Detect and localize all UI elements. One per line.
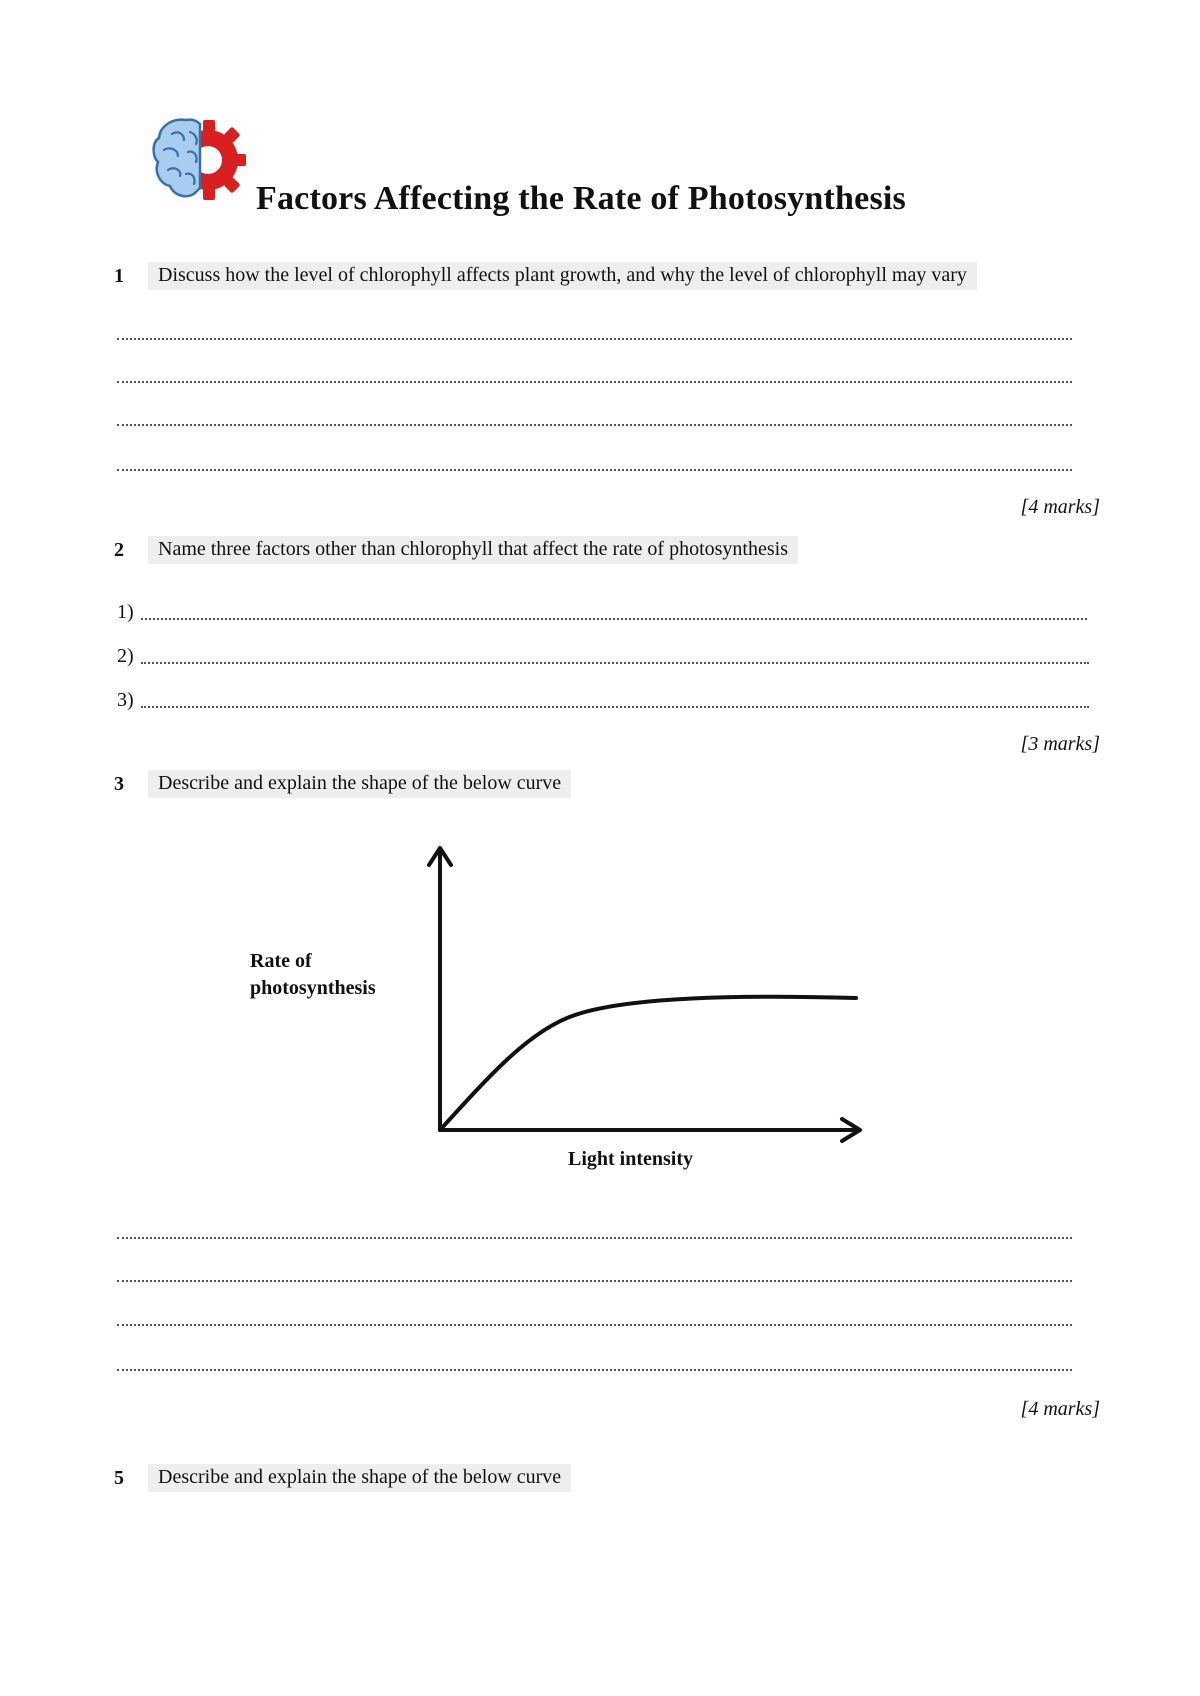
brain-gear-logo-icon <box>150 112 250 212</box>
question-1-number: 1 <box>114 265 124 287</box>
answer-line[interactable] <box>117 1280 1072 1282</box>
graph-y-axis-label-line-1: Rate of <box>250 950 312 972</box>
answer-line[interactable] <box>117 1369 1072 1371</box>
answer-line[interactable] <box>117 1237 1072 1239</box>
question-3-number: 3 <box>114 773 124 795</box>
answer-line[interactable] <box>117 381 1072 383</box>
question-1-text: Discuss how the level of chlorophyll affects plant growth, and why the level of chlorophyll may vary <box>148 262 977 290</box>
rate-curve <box>440 997 856 1130</box>
question-3-marks: [4 marks] <box>1020 1398 1100 1420</box>
answer-line[interactable] <box>141 706 1089 708</box>
answer-item-2[interactable] <box>117 645 1087 669</box>
answer-line[interactable] <box>117 424 1072 426</box>
answer-line[interactable] <box>117 338 1072 340</box>
answer-item-1[interactable] <box>117 601 1087 625</box>
graph-plot <box>230 830 910 1150</box>
graph-x-axis-label: Light intensity <box>568 1148 694 1170</box>
answer-item-number: 1) <box>117 601 134 623</box>
question-5-text: Describe and explain the shape of the below curve <box>148 1464 571 1492</box>
page-title: Factors Affecting the Rate of Photosynthesis <box>256 180 906 217</box>
answer-line[interactable] <box>141 618 1087 620</box>
question-5-number: 5 <box>114 1467 124 1489</box>
question-1-marks: [4 marks] <box>1020 496 1100 518</box>
answer-line[interactable] <box>117 1324 1072 1326</box>
answer-item-3[interactable] <box>117 689 1089 713</box>
question-2-number: 2 <box>114 539 124 561</box>
answer-item-number: 3) <box>117 689 134 711</box>
graph-y-axis-label-line-2: photosynthesis <box>250 977 376 999</box>
answer-item-number: 2) <box>117 645 134 667</box>
question-2-text: Name three factors other than chlorophyll that affect the rate of photosynthesis <box>148 536 798 564</box>
question-2-marks: [3 marks] <box>1020 733 1100 755</box>
brain-icon <box>154 120 200 197</box>
photosynthesis-curve-graph <box>230 830 910 1190</box>
question-3-text: Describe and explain the shape of the below curve <box>148 770 571 798</box>
answer-line[interactable] <box>141 662 1089 664</box>
answer-line[interactable] <box>117 469 1072 471</box>
